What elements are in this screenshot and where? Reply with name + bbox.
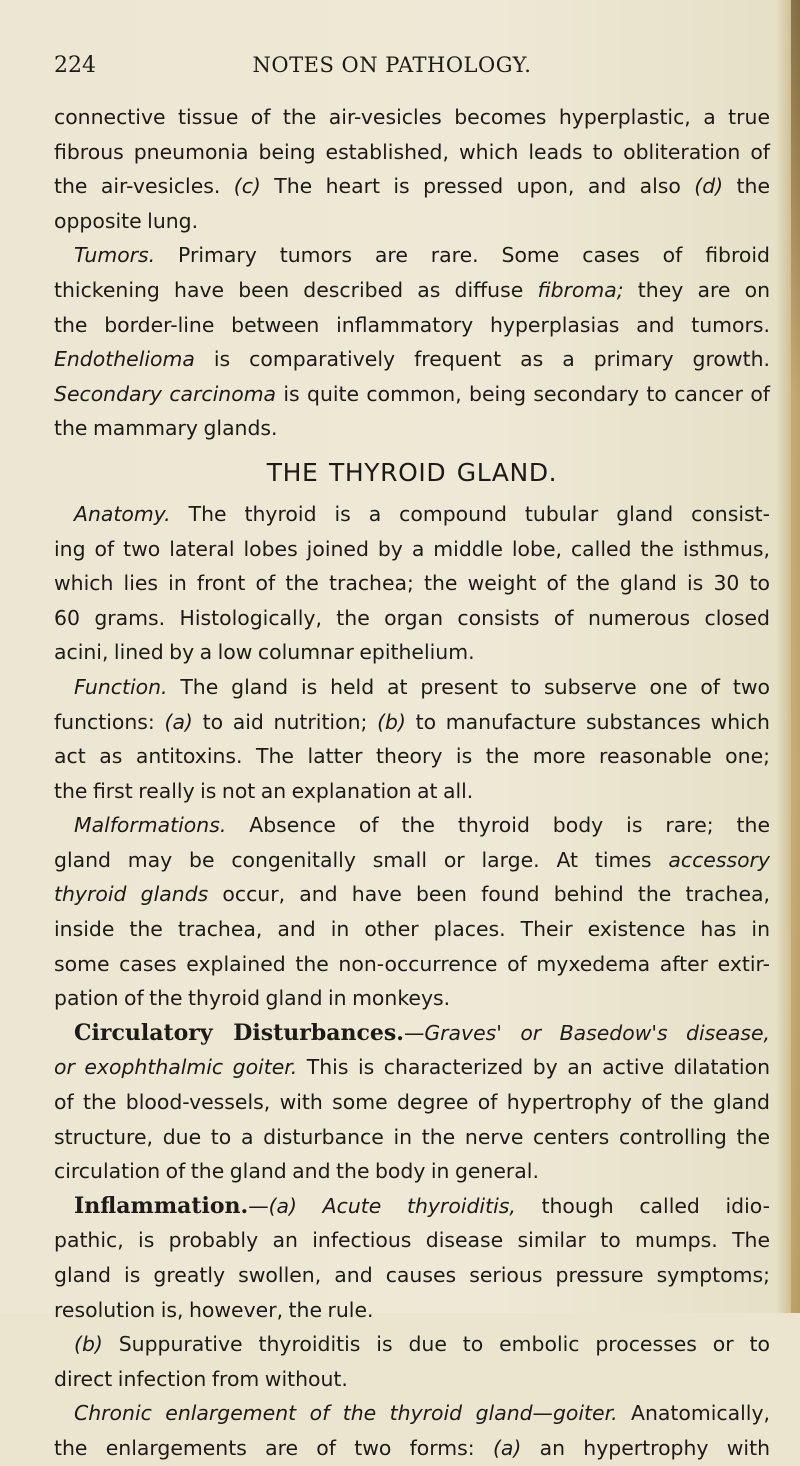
italic-run: fibroma; [537,277,624,302]
text-line: 60 grams. Histologically, the organ consists of numerous closed [54,605,770,630]
text-line: pathic, is probably an infectious disease similar to mumps. The [54,1228,770,1253]
body-text [54,100,770,1466]
bold-run-in-heading: Circulatory Disturbances. [74,1019,404,1046]
italic-run: (a) [164,709,193,734]
italic-run: (a) [268,1193,297,1218]
italic-run: Endothelioma [54,347,195,372]
text-line: thickening have been described as diffuse fibroma; they are on [54,277,770,302]
text-line: pation of the thyroid gland in monkeys. [54,986,451,1011]
italic-run: Secondary carcinoma [54,381,277,406]
text-line: resolution is, however, the rule. [54,1297,374,1322]
text-line: Endothelioma is comparatively frequent as a primary growth. [54,347,770,372]
italic-run: Graves' or Basedow's disease, [424,1020,770,1045]
text-line: Function. The gland is held at present to subserve one of two [74,674,770,699]
text-line: circulation of the gland and the body in general. [54,1159,539,1184]
italic-run: or exophthalmic goiter. [54,1055,298,1080]
page-edge-binding [791,0,800,1313]
text-line: which lies in front of the trachea; the weight of the gland is 30 to [54,571,770,596]
text-line: Circulatory Disturbances.—Graves' or Basedow's disease, [74,1019,770,1046]
text-line: gland may be congenitally small or large. At times accessory [54,847,770,872]
italic-run: (c) [233,174,261,199]
text-line: Secondary carcinoma is quite common, being secondary to cancer of [54,381,770,406]
bold-run-in-heading: Inflammation. [74,1192,249,1219]
text-line: opposite lung. [54,208,199,233]
italic-run: Function. [74,674,168,699]
text-line: (b) Suppurative thyroiditis is due to embolic processes or to [74,1332,770,1357]
italic-run: Chronic enlargement of the thyroid gland—goiter. [74,1401,618,1426]
text-line: the mammary glands. [54,416,278,441]
page-header [0,53,800,83]
page-number: 224 [54,53,96,78]
text-line: direct infection from without. [54,1366,348,1391]
text-line: gland is greatly swollen, and causes serious pressure symptoms; [54,1263,770,1287]
text-line: Chronic enlargement of the thyroid gland—goiter. Anatomically, [74,1401,770,1426]
section-heading: THE THYROID GLAND. [266,457,558,487]
text-line: the enlargements are of two forms: (a) an hypertrophy with [54,1435,771,1460]
text-line: act as antitoxins. The latter theory is the more reasonable one; [54,744,770,769]
text-line: the border-line between inflammatory hyperplasias and tumors. [54,312,770,337]
text-line: Anatomy. The thyroid is a compound tubular gland consist- [74,501,770,526]
text-line: Inflammation.—(a) Acute thyroiditis, though called idio- [74,1192,771,1219]
text-line: thyroid glands occur, and have been found behind the trachea, [54,882,770,907]
text-line: structure, due to a disturbance in the nerve centers controlling the [54,1124,770,1149]
italic-run: (b) [74,1332,103,1357]
italic-run: thyroid glands [54,882,209,907]
text-line: inside the trachea, and in other places. Their existence has in [54,917,770,942]
text-line: the first really is not an explanation at all. [54,778,474,803]
text-line: ing of two lateral lobes joined by a middle lobe, called the isthmus, [54,536,770,561]
text-line: acini, lined by a low columnar epithelium. [54,640,475,665]
italic-run: accessory [668,847,770,872]
text-line: of the blood-vessels, with some degree of hypertrophy of the gland [54,1090,770,1115]
italic-run: Tumors. [74,243,156,268]
italic-run: (b) [377,709,406,734]
text-line: some cases explained the non-occurrence of myxedema after extir- [54,951,770,976]
italic-run: Acute thyroiditis, [322,1193,516,1218]
running-head: NOTES ON PATHOLOGY. [252,53,532,77]
italic-run: Anatomy. [74,501,171,526]
text-line: or exophthalmic goiter. This is characterized by an active dilatation [54,1055,770,1080]
text-line: functions: (a) to aid nutrition; (b) to manufacture substances which [54,709,770,734]
italic-run: Malformations. [74,813,227,838]
text-line: fibrous pneumonia being established, which leads to obliteration of [54,139,770,164]
italic-run: (a) [492,1435,522,1460]
text-line: connective tissue of the air-vesicles becomes hyperplastic, a true [54,105,770,129]
text-line: Malformations. Absence of the thyroid body is rare; the [74,813,770,838]
italic-run: (d) [694,174,724,199]
text-line: the air-vesicles. (c) The heart is pressed upon, and also (d) the [54,174,770,199]
text-line: Tumors. Primary tumors are rare. Some cases of fibroid [74,243,770,268]
